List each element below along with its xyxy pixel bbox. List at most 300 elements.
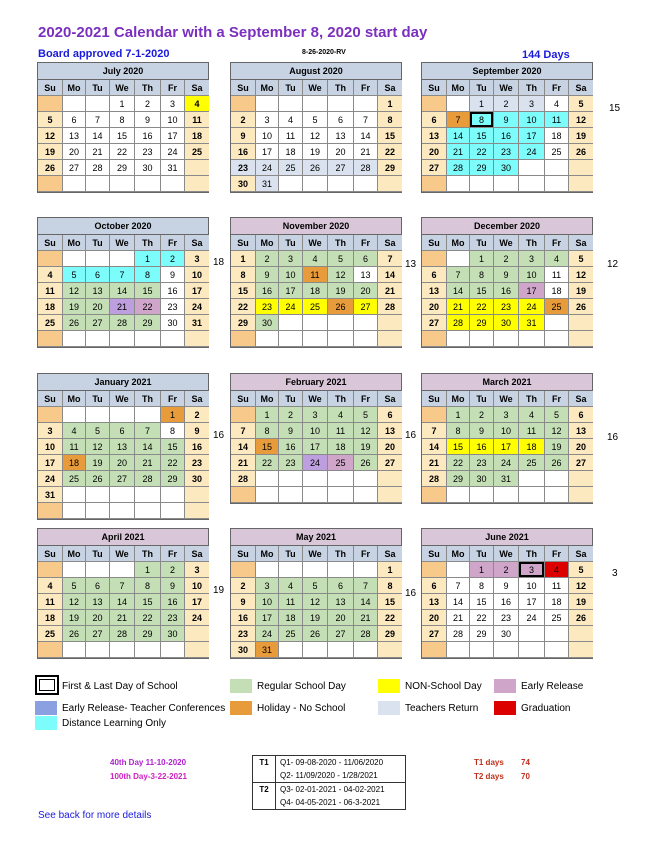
calendar-day: 29: [135, 626, 161, 642]
school-day-count: 18: [213, 257, 225, 268]
calendar-day: 14: [110, 594, 135, 610]
legend-label: First & Last Day of School: [62, 681, 178, 692]
empty-day: [279, 96, 303, 112]
calendar-day: 26: [63, 626, 86, 642]
weekday-header: Sa: [569, 546, 593, 562]
calendar-day: 31: [185, 315, 209, 331]
calendar-day: 23: [494, 610, 519, 626]
weekday-header: Tu: [470, 391, 494, 407]
calendar-day: 31: [256, 642, 279, 658]
calendar-day: 29: [110, 160, 135, 176]
calendar-day: 13: [422, 128, 447, 144]
calendar-day: 10: [256, 594, 279, 610]
calendar-day: 6: [422, 112, 447, 128]
weekday-header: We: [494, 80, 519, 96]
empty-day: [447, 176, 470, 192]
empty-day: [569, 315, 593, 331]
empty-day: [519, 176, 545, 192]
empty-day: [38, 176, 63, 192]
calendar-day: 3: [519, 251, 545, 267]
empty-day: [378, 176, 402, 192]
weekday-header: Fr: [161, 546, 185, 562]
calendar-day: 8: [110, 112, 135, 128]
calendar-day: 27: [378, 455, 402, 471]
calendar-day: 5: [63, 267, 86, 283]
calendar-day: 2: [161, 251, 185, 267]
calendar-day: 16: [494, 594, 519, 610]
quarter-3: Q3- 02-01-2021 - 04-02-2021: [275, 783, 405, 796]
calendar-day: 18: [279, 610, 303, 626]
calendar-day: 15: [378, 594, 402, 610]
empty-day: [470, 642, 494, 658]
school-day-count: 12: [607, 259, 619, 270]
calendar-day: 12: [354, 423, 378, 439]
weekday-header: Su: [38, 235, 63, 251]
empty-day: [86, 642, 110, 658]
empty-day: [354, 562, 378, 578]
empty-day: [110, 407, 135, 423]
calendar-day: 19: [545, 439, 569, 455]
calendar-day: 24: [185, 299, 209, 315]
empty-day: [447, 642, 470, 658]
weekday-header: Su: [38, 80, 63, 96]
calendar-day: 21: [135, 455, 161, 471]
calendar-day: 4: [279, 112, 303, 128]
weekday-header: Tu: [279, 80, 303, 96]
calendar-day: 1: [378, 562, 402, 578]
empty-day: [38, 562, 63, 578]
weekday-header: We: [494, 235, 519, 251]
weekday-header: Th: [328, 546, 354, 562]
empty-day: [63, 251, 86, 267]
calendar-day: 13: [86, 283, 110, 299]
weekday-header: Sa: [185, 546, 209, 562]
empty-day: [135, 642, 161, 658]
empty-day: [378, 471, 402, 487]
empty-day: [185, 487, 209, 503]
month-march-2021: [421, 373, 593, 504]
empty-day: [38, 331, 63, 347]
empty-day: [63, 331, 86, 347]
calendar-day: 17: [303, 439, 328, 455]
calendar-day: 27: [422, 160, 447, 176]
calendar-day: 1: [161, 407, 185, 423]
calendar-day: 19: [569, 594, 593, 610]
calendar-day: 20: [354, 283, 378, 299]
board-approved-note: Board approved 7-1-2020: [38, 48, 170, 60]
empty-day: [256, 487, 279, 503]
calendar-day: 12: [303, 128, 328, 144]
calendar-day: 11: [38, 283, 63, 299]
calendar-day: 13: [63, 128, 86, 144]
weekday-header: Th: [328, 391, 354, 407]
calendar-day: 18: [185, 128, 209, 144]
empty-day: [86, 331, 110, 347]
calendar-day: 28: [110, 315, 135, 331]
calendar-day: 10: [519, 112, 545, 128]
month-title: October 2020: [38, 218, 208, 235]
calendar-day: 9: [470, 423, 494, 439]
calendar-day: 18: [545, 283, 569, 299]
calendar-day: 28: [135, 471, 161, 487]
empty-day: [378, 487, 402, 503]
calendar-day: 20: [422, 299, 447, 315]
empty-day: [470, 487, 494, 503]
empty-day: [135, 176, 161, 192]
calendar-day: 21: [422, 455, 447, 471]
empty-day: [110, 487, 135, 503]
calendar-day: 8: [256, 423, 279, 439]
empty-day: [569, 626, 593, 642]
calendar-day: 30: [135, 160, 161, 176]
calendar-day: 14: [422, 439, 447, 455]
calendar-day: 23: [256, 299, 279, 315]
empty-day: [135, 503, 161, 519]
calendar-day: 30: [185, 471, 209, 487]
weekday-header: Tu: [86, 391, 110, 407]
weekday-header: Fr: [545, 546, 569, 562]
weekday-header: Th: [519, 391, 545, 407]
calendar-day: 11: [545, 267, 569, 283]
weekday-header: Fr: [545, 391, 569, 407]
calendar-day: 25: [63, 471, 86, 487]
empty-day: [422, 562, 447, 578]
calendar-day: 7: [354, 112, 378, 128]
calendar-day: 17: [519, 594, 545, 610]
calendar-day: 31: [38, 487, 63, 503]
weekday-header: Mo: [256, 80, 279, 96]
calendar-day: 23: [231, 626, 256, 642]
calendar-day: 8: [470, 267, 494, 283]
calendar-day: 25: [38, 315, 63, 331]
calendar-day: 28: [378, 299, 402, 315]
calendar-day: 26: [63, 315, 86, 331]
month-july-2020: [37, 62, 209, 193]
weekday-header: Fr: [161, 235, 185, 251]
empty-day: [328, 487, 354, 503]
legend-swatch: [378, 701, 400, 715]
empty-day: [38, 503, 63, 519]
empty-day: [161, 331, 185, 347]
empty-day: [135, 407, 161, 423]
empty-day: [231, 407, 256, 423]
calendar-day: 1: [470, 96, 494, 112]
calendar-day: 16: [135, 128, 161, 144]
calendar-day: 9: [185, 423, 209, 439]
calendar-day: 10: [519, 578, 545, 594]
calendar-day: 21: [447, 144, 470, 160]
calendar-day: 24: [185, 610, 209, 626]
calendar-day: 20: [86, 610, 110, 626]
empty-day: [63, 96, 86, 112]
weekday-header: We: [303, 235, 328, 251]
empty-day: [447, 96, 470, 112]
weekday-header: Mo: [63, 235, 86, 251]
calendar-day: 12: [38, 128, 63, 144]
calendar-day: 25: [185, 144, 209, 160]
empty-day: [569, 471, 593, 487]
calendar-day: 18: [38, 610, 63, 626]
calendar-day: 30: [470, 471, 494, 487]
month-title: May 2021: [231, 529, 401, 546]
terms-row-q1: [253, 756, 405, 769]
calendar-day: 9: [494, 578, 519, 594]
empty-day: [86, 251, 110, 267]
calendar-day: 19: [63, 610, 86, 626]
empty-day: [519, 626, 545, 642]
empty-day: [494, 487, 519, 503]
calendar-day: 18: [545, 594, 569, 610]
calendar-day: 12: [569, 112, 593, 128]
calendar-day: 23: [279, 455, 303, 471]
calendar-day: 7: [110, 267, 135, 283]
calendar-day: 20: [378, 439, 402, 455]
empty-day: [303, 176, 328, 192]
empty-day: [63, 562, 86, 578]
calendar-day: 10: [303, 423, 328, 439]
calendar-day: 30: [231, 642, 256, 658]
empty-day: [545, 642, 569, 658]
calendar-day: 16: [231, 144, 256, 160]
calendar-day: 1: [110, 96, 135, 112]
month-april-2021: [37, 528, 209, 659]
calendar-day: 17: [185, 283, 209, 299]
calendar-day: 22: [447, 455, 470, 471]
calendar-day: 16: [185, 439, 209, 455]
calendar-day: 29: [135, 315, 161, 331]
calendar-day: 10: [38, 439, 63, 455]
calendar-day: 31: [256, 176, 279, 192]
calendar-day: 17: [185, 594, 209, 610]
calendar-day: 9: [135, 112, 161, 128]
calendar-day: 28: [422, 471, 447, 487]
calendar-day: 10: [185, 267, 209, 283]
page-title: 2020-2021 Calendar with a September 8, 2020 start day: [38, 24, 428, 41]
calendar-day: 6: [110, 423, 135, 439]
calendar-day: 26: [86, 471, 110, 487]
calendar-day: 20: [86, 299, 110, 315]
calendar-day: 20: [328, 144, 354, 160]
empty-day: [161, 503, 185, 519]
calendar-day: 3: [185, 251, 209, 267]
calendar-day: 2: [279, 407, 303, 423]
calendar-day: 19: [86, 455, 110, 471]
calendar-day: 25: [545, 610, 569, 626]
empty-day: [231, 331, 256, 347]
calendar-day: 12: [63, 283, 86, 299]
empty-day: [545, 487, 569, 503]
calendar-day: 16: [470, 439, 494, 455]
t2-days-label: T2 days: [474, 772, 504, 781]
weekday-header: Mo: [447, 80, 470, 96]
weekday-header: Th: [519, 235, 545, 251]
calendar-day: 30: [494, 626, 519, 642]
calendar-day: 10: [279, 267, 303, 283]
calendar-day: 13: [569, 423, 593, 439]
term-label-t1: T1: [259, 758, 269, 767]
calendar-day: 18: [519, 439, 545, 455]
calendar-day: 8: [378, 578, 402, 594]
day-40-note: 40th Day 11-10-2020: [110, 758, 187, 767]
calendar-day: 23: [231, 160, 256, 176]
calendar-day: 3: [38, 423, 63, 439]
weekday-header: Su: [422, 80, 447, 96]
calendar-day: 31: [494, 471, 519, 487]
calendar-day: 17: [494, 439, 519, 455]
calendar-day: 28: [447, 160, 470, 176]
calendar-day: 29: [447, 471, 470, 487]
calendar-day: 26: [328, 299, 354, 315]
calendar-day: 1: [470, 251, 494, 267]
calendar-day: 16: [494, 128, 519, 144]
calendar-day: 15: [135, 283, 161, 299]
calendar-day: 13: [422, 283, 447, 299]
calendar-day: 21: [110, 299, 135, 315]
calendar-day: 14: [86, 128, 110, 144]
calendar-day: 4: [279, 578, 303, 594]
calendar-day: 11: [328, 423, 354, 439]
calendar-day: 22: [378, 144, 402, 160]
calendar-day: 8: [135, 267, 161, 283]
empty-day: [185, 626, 209, 642]
calendar-day: 21: [231, 455, 256, 471]
weekday-header: We: [110, 546, 135, 562]
calendar-day: 23: [185, 455, 209, 471]
empty-day: [256, 96, 279, 112]
weekday-header: Tu: [470, 80, 494, 96]
calendar-day: 29: [470, 626, 494, 642]
calendar-day: 2: [231, 112, 256, 128]
weekday-header: Fr: [354, 235, 378, 251]
t2-days-value: 70: [521, 772, 530, 781]
calendar-day: 8: [470, 112, 494, 128]
calendar-day: 20: [63, 144, 86, 160]
legend-swatch: [230, 701, 252, 715]
legend-label: Early Release: [521, 681, 584, 692]
calendar-day: 19: [354, 439, 378, 455]
month-title: February 2021: [231, 374, 401, 391]
month-title: August 2020: [231, 63, 401, 80]
weekday-header: Th: [135, 235, 161, 251]
calendar-day: 24: [519, 610, 545, 626]
see-back-note: See back for more details: [38, 810, 152, 821]
calendar-day: 8: [231, 267, 256, 283]
calendar-day: 7: [354, 578, 378, 594]
calendar-day: 11: [279, 128, 303, 144]
calendar-day: 15: [378, 128, 402, 144]
calendar-day: 22: [135, 299, 161, 315]
month-august-2020: [230, 62, 402, 193]
weekday-header: Th: [328, 235, 354, 251]
calendar-day: 18: [328, 439, 354, 455]
calendar-day: 19: [328, 283, 354, 299]
calendar-day: 26: [569, 610, 593, 626]
empty-day: [569, 176, 593, 192]
calendar-day: 4: [545, 251, 569, 267]
calendar-day: 14: [378, 267, 402, 283]
calendar-day: 24: [494, 455, 519, 471]
calendar-day: 23: [494, 144, 519, 160]
weekday-header: We: [303, 546, 328, 562]
calendar-day: 6: [422, 267, 447, 283]
calendar-day: 26: [303, 626, 328, 642]
empty-day: [519, 487, 545, 503]
empty-day: [519, 160, 545, 176]
calendar-day: 14: [110, 283, 135, 299]
weekday-header: Mo: [63, 391, 86, 407]
empty-day: [185, 642, 209, 658]
empty-day: [185, 176, 209, 192]
weekday-header: Sa: [185, 391, 209, 407]
calendar-day: 23: [494, 299, 519, 315]
calendar-day: 29: [470, 160, 494, 176]
calendar-day: 23: [135, 144, 161, 160]
empty-day: [422, 331, 447, 347]
calendar-day: 14: [447, 594, 470, 610]
calendar-day: 4: [328, 407, 354, 423]
calendar-day: 15: [470, 594, 494, 610]
weekday-header: Sa: [569, 235, 593, 251]
calendar-day: 5: [328, 251, 354, 267]
empty-day: [354, 315, 378, 331]
empty-day: [378, 331, 402, 347]
weekday-header: Fr: [545, 235, 569, 251]
calendar-day: 9: [161, 267, 185, 283]
weekday-header: Su: [422, 235, 447, 251]
empty-day: [63, 487, 86, 503]
calendar-day: 15: [447, 439, 470, 455]
calendar-day: 1: [470, 562, 494, 578]
total-days: 144 Days: [522, 49, 570, 61]
empty-day: [38, 96, 63, 112]
calendar-day: 16: [231, 610, 256, 626]
weekday-header: Tu: [279, 235, 303, 251]
school-day-count: 16: [607, 432, 619, 443]
term-label-t2: T2: [259, 785, 269, 794]
empty-day: [328, 96, 354, 112]
calendar-day: 8: [378, 112, 402, 128]
calendar-day: 12: [328, 267, 354, 283]
weekday-header: Sa: [185, 235, 209, 251]
calendar-day: 16: [256, 283, 279, 299]
calendar-day: 11: [185, 112, 209, 128]
legend-label: Early Release- Teacher Conferences: [62, 703, 226, 714]
empty-day: [354, 642, 378, 658]
calendar-day: 12: [63, 594, 86, 610]
empty-day: [86, 562, 110, 578]
calendar-day: 4: [38, 578, 63, 594]
empty-day: [328, 471, 354, 487]
calendar-day: 30: [231, 176, 256, 192]
calendar-day: 3: [161, 96, 185, 112]
calendar-day: 24: [256, 160, 279, 176]
calendar-day: 26: [569, 144, 593, 160]
calendar-day: 28: [110, 626, 135, 642]
calendar-day: 5: [569, 251, 593, 267]
empty-day: [303, 315, 328, 331]
calendar-day: 17: [256, 144, 279, 160]
calendar-day: 26: [569, 299, 593, 315]
legend-swatch: [35, 675, 59, 695]
empty-day: [231, 562, 256, 578]
weekday-header: Th: [519, 80, 545, 96]
calendar-day: 15: [231, 283, 256, 299]
weekday-header: We: [110, 235, 135, 251]
calendar-day: 27: [86, 315, 110, 331]
calendar-day: 6: [63, 112, 86, 128]
t1-days-value: 74: [521, 758, 530, 767]
calendar-day: 26: [38, 160, 63, 176]
